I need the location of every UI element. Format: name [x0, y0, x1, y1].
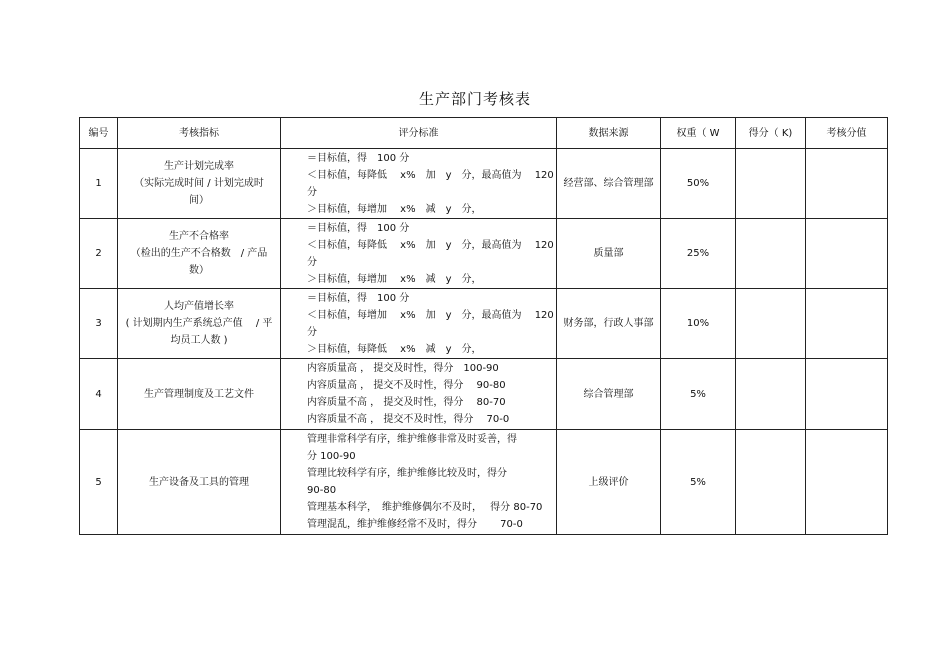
criteria-line: ＞目标值，每降低 x% 减 y 分， — [307, 343, 482, 355]
criteria-line: ＜目标值，每增加 x% 加 y 分，最高值为 120 — [307, 309, 554, 321]
value-cell[interactable] — [806, 359, 888, 430]
criteria-line: 管理基本科学， 维护维修偶尔不及时， 得分 80-70 — [307, 502, 543, 513]
row-number: 3 — [80, 289, 118, 359]
header-no: 编号 — [80, 118, 118, 149]
page-title: 生产部门考核表 — [418, 90, 531, 108]
criteria-line: 管理比较科学有序，维护维修比较及时，得分 — [307, 468, 507, 479]
weight-cell: 50% — [661, 149, 736, 219]
weight-cell: 5% — [661, 430, 736, 535]
table-row — [80, 219, 888, 289]
indicator-line: 生产计划完成率 — [164, 161, 234, 172]
table-row — [80, 359, 888, 430]
criteria-line: 管理混乱，维护维修经常不及时，得分 70-0 — [307, 519, 523, 530]
header-weight: 权重（ W — [661, 118, 736, 149]
indicator-line: 人均产值增长率 — [164, 301, 234, 312]
criteria-cell — [281, 359, 557, 430]
weight-cell: 10% — [661, 289, 736, 359]
indicator-line: （实际完成时间 / 计划完成时 — [134, 178, 264, 189]
row-number: 5 — [80, 430, 118, 535]
header-value: 考核分值 — [806, 118, 888, 149]
table-row — [80, 289, 888, 359]
source-cell: 财务部，行政人事部 — [557, 289, 661, 359]
criteria-line: 内容质量高 ， 提交及时性，得分 100-90 — [307, 363, 499, 374]
indicator-cell — [118, 359, 281, 430]
header-source: 数据来源 — [557, 118, 661, 149]
criteria-line: ＝目标值，得 100 分 — [307, 222, 410, 234]
indicator-cell — [118, 219, 281, 289]
criteria-line: ＜目标值，每降低 x% 加 y 分，最高值为 120 — [307, 239, 554, 251]
source-cell: 经营部、综合管理部 — [557, 149, 661, 219]
criteria-line: 内容质量高 ， 提交不及时性，得分 90-80 — [307, 380, 506, 391]
header-row — [80, 118, 888, 149]
table-row — [80, 430, 888, 535]
indicator-line: 生产不合格率 — [169, 231, 229, 242]
score-cell[interactable] — [736, 289, 806, 359]
criteria-line: 90-80 — [307, 485, 337, 496]
header-score: 得分（ K) — [736, 118, 806, 149]
indicator-line: 数） — [189, 265, 209, 276]
indicator-line: （检出的生产不合格数 / 产品 — [130, 248, 268, 259]
header-criteria: 评分标准 — [281, 118, 557, 149]
row-number: 4 — [80, 359, 118, 430]
criteria-cell — [281, 289, 557, 359]
assessment-table — [79, 117, 888, 535]
row-number: 1 — [80, 149, 118, 219]
table-row — [80, 149, 888, 219]
indicator-line: ( 计划期内生产系统总产值 / 平 — [125, 318, 273, 329]
criteria-line: 分 — [307, 186, 317, 198]
value-cell[interactable] — [806, 219, 888, 289]
indicator-line: 间） — [189, 195, 209, 206]
score-cell[interactable] — [736, 430, 806, 535]
criteria-line: 分 — [307, 256, 317, 268]
source-cell: 综合管理部 — [557, 359, 661, 430]
score-cell[interactable] — [736, 219, 806, 289]
indicator-cell — [118, 430, 281, 535]
indicator-line: 生产管理制度及工艺文件 — [144, 388, 254, 400]
criteria-line: 管理非常科学有序，维护维修非常及时妥善，得 — [307, 434, 517, 445]
criteria-line: ＝目标值，得 100 分 — [307, 152, 410, 164]
weight-cell: 25% — [661, 219, 736, 289]
criteria-line: ＜目标值，每降低 x% 加 y 分，最高值为 120 — [307, 169, 554, 181]
header-indicator: 考核指标 — [118, 118, 281, 149]
criteria-line: 分 100-90 — [307, 451, 356, 462]
criteria-line: 分 — [307, 326, 317, 338]
value-cell[interactable] — [806, 289, 888, 359]
criteria-line: 内容质量不高 ， 提交及时性，得分 80-70 — [307, 397, 506, 408]
row-number: 2 — [80, 219, 118, 289]
criteria-cell — [281, 219, 557, 289]
score-cell[interactable] — [736, 359, 806, 430]
criteria-cell — [281, 430, 557, 535]
criteria-line: ＞目标值，每增加 x% 减 y 分， — [307, 273, 482, 285]
value-cell[interactable] — [806, 430, 888, 535]
criteria-cell — [281, 149, 557, 219]
indicator-line: 均员工人数 ) — [170, 335, 228, 346]
weight-cell: 5% — [661, 359, 736, 430]
criteria-line: ＞目标值，每增加 x% 减 y 分， — [307, 203, 482, 215]
value-cell[interactable] — [806, 149, 888, 219]
indicator-line: 生产设备及工具的管理 — [149, 476, 249, 488]
indicator-cell — [118, 149, 281, 219]
indicator-cell — [118, 289, 281, 359]
criteria-line: 内容质量不高 ， 提交不及时性，得分 70-0 — [307, 414, 510, 425]
score-cell[interactable] — [736, 149, 806, 219]
source-cell: 质量部 — [557, 219, 661, 289]
criteria-line: ＝目标值，得 100 分 — [307, 292, 410, 304]
source-cell: 上级评价 — [557, 430, 661, 535]
